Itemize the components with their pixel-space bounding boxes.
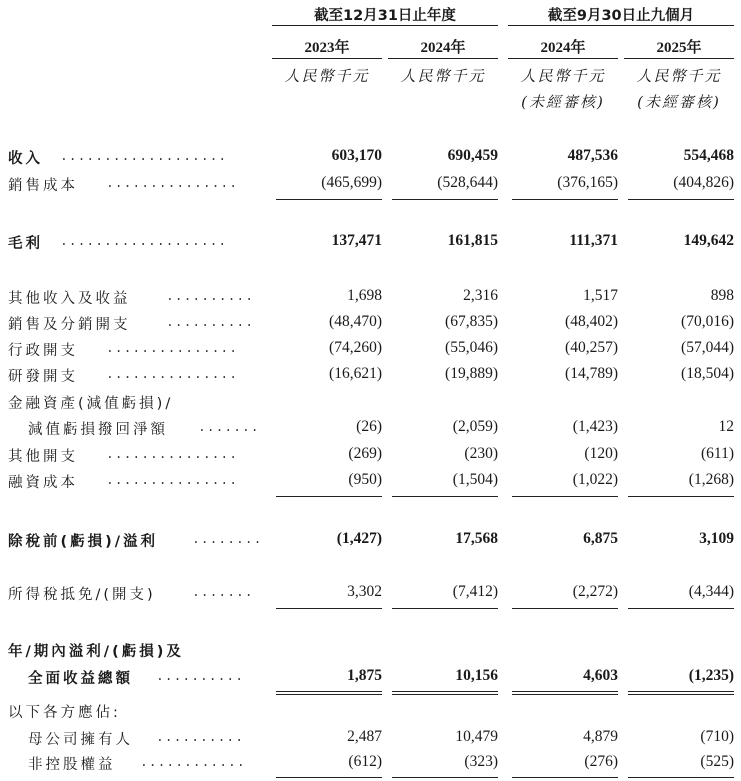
value-9m-2025: 12 [718, 418, 734, 435]
row-label: 其他開支 [8, 449, 78, 465]
row-nci [0, 753, 741, 777]
leader-dots: ....... [198, 420, 260, 435]
row-revenue [0, 147, 741, 171]
total-rule [512, 777, 618, 778]
total-rule [628, 694, 734, 695]
header-currency: 人民幣千元 [520, 67, 606, 85]
value-9m-2025: (4,344) [688, 583, 734, 600]
row-gross-profit [0, 232, 741, 256]
value-2023: 2,487 [347, 728, 382, 745]
row-pretax [0, 530, 741, 554]
header-currency: 人民幣千元 [400, 67, 486, 85]
row-finance-costs [0, 471, 741, 495]
value-2023: (1,427) [336, 530, 382, 547]
total-rule [392, 777, 498, 778]
value-9m-2025: (611) [701, 445, 734, 462]
value-9m-2024: (2,272) [572, 583, 618, 600]
value-9m-2025: (1,235) [688, 667, 734, 684]
value-2023: 137,471 [331, 232, 382, 249]
row-label: 非控股權益 [28, 757, 116, 773]
value-2024: (19,889) [445, 365, 498, 382]
subtotal-rule [512, 199, 618, 200]
value-2024: (67,835) [445, 313, 498, 330]
value-2024: (230) [464, 445, 498, 462]
leader-dots: ............... [106, 447, 239, 462]
row-label: 減值虧損撥回淨額 [28, 422, 168, 438]
leader-dots: ................... [60, 149, 228, 164]
leader-dots: ................... [60, 234, 228, 249]
header-rule [388, 58, 498, 59]
row-label: 以下各方應佔: [8, 705, 121, 721]
total-rule [276, 691, 382, 692]
row-label: 金融資產(減值虧損)/ [8, 396, 174, 412]
value-2024: 161,815 [447, 232, 498, 249]
header-rule [624, 58, 734, 59]
row-impairment-title [0, 392, 741, 416]
value-9m-2025: 898 [710, 287, 734, 304]
leader-dots: .......... [166, 289, 255, 304]
row-owners [0, 728, 741, 752]
row-label: 年/期內溢利/(虧損)及 [8, 644, 184, 660]
row-label: 母公司擁有人 [28, 732, 133, 748]
subtotal-rule [392, 496, 498, 497]
header-period-year: 截至12月31日止年度 [314, 8, 456, 24]
row-label: 毛利 [8, 236, 43, 252]
row-total-title [0, 640, 741, 664]
subtotal-rule [512, 496, 618, 497]
leader-dots: .......... [156, 669, 245, 684]
value-9m-2025: 149,642 [683, 232, 734, 249]
value-2023: (74,260) [329, 339, 382, 356]
row-admin-expenses [0, 339, 741, 363]
value-2023: (612) [348, 753, 382, 770]
header-rule [272, 25, 498, 26]
value-9m-2024: (276) [584, 753, 618, 770]
row-label: 除稅前(虧損)/溢利 [8, 534, 159, 550]
leader-dots: ............ [140, 755, 246, 770]
total-rule [628, 777, 734, 778]
value-2023: (465,699) [321, 174, 382, 191]
header-year: 2024年 [540, 40, 586, 56]
header-year: 2025年 [656, 40, 702, 56]
total-rule [276, 694, 382, 695]
value-2023: 1,698 [347, 287, 382, 304]
subtotal-rule [276, 496, 382, 497]
value-9m-2024: 4,879 [583, 728, 618, 745]
value-2024: 17,568 [455, 530, 498, 547]
row-label: 所得稅抵免/(開支) [8, 587, 156, 603]
value-2024: 2,316 [463, 287, 498, 304]
value-9m-2024: (1,022) [572, 471, 618, 488]
header-rule [508, 58, 618, 59]
value-2024: (7,412) [452, 583, 498, 600]
header-unaudited: (未經審核) [637, 93, 721, 111]
value-9m-2025: (18,504) [681, 365, 734, 382]
total-rule [628, 691, 734, 692]
row-label: 融資成本 [8, 475, 78, 491]
row-other-income [0, 287, 741, 311]
subtotal-rule [392, 199, 498, 200]
value-9m-2025: (404,826) [673, 174, 734, 191]
value-2023: 3,302 [347, 583, 382, 600]
total-rule [512, 691, 618, 692]
header-year: 2024年 [420, 40, 466, 56]
value-2023: (950) [348, 471, 382, 488]
header-currency: 人民幣千元 [636, 67, 722, 85]
row-label: 銷售及分銷開支 [8, 317, 131, 333]
value-9m-2025: (1,268) [688, 471, 734, 488]
row-cost-of-sales [0, 174, 741, 198]
value-9m-2024: 487,536 [567, 147, 618, 164]
row-rd-expenses [0, 365, 741, 389]
subtotal-rule [512, 608, 618, 609]
header-year: 2023年 [304, 40, 350, 56]
leader-dots: ............... [106, 367, 239, 382]
value-9m-2025: (57,044) [681, 339, 734, 356]
value-2024: 10,479 [455, 728, 498, 745]
value-9m-2025: (710) [700, 728, 734, 745]
row-label: 全面收益總額 [28, 671, 133, 687]
value-2024: (2,059) [452, 418, 498, 435]
value-9m-2025: 554,468 [683, 147, 734, 164]
value-9m-2025: (70,016) [681, 313, 734, 330]
value-9m-2025: 3,109 [699, 530, 734, 547]
value-9m-2024: 1,517 [583, 287, 618, 304]
value-9m-2024: (376,165) [557, 174, 618, 191]
value-2024: (528,644) [437, 174, 498, 191]
row-selling-expenses [0, 313, 741, 337]
value-9m-2024: (1,423) [572, 418, 618, 435]
leader-dots: .......... [166, 315, 255, 330]
subtotal-rule [276, 608, 382, 609]
row-label: 銷售成本 [8, 178, 78, 194]
value-9m-2024: 111,371 [569, 232, 618, 249]
row-income-tax [0, 583, 741, 607]
value-2023: 603,170 [331, 147, 382, 164]
row-impairment-net [0, 418, 741, 442]
subtotal-rule [628, 496, 734, 497]
header-rule [272, 58, 382, 59]
value-2024: 10,156 [455, 667, 498, 684]
row-attributable-title [0, 701, 741, 725]
value-2024: (55,046) [445, 339, 498, 356]
value-9m-2025: (525) [700, 753, 734, 770]
value-9m-2024: (48,402) [565, 313, 618, 330]
leader-dots: ............... [106, 176, 239, 191]
row-label: 其他收入及收益 [8, 291, 131, 307]
row-other-expenses [0, 445, 741, 469]
header-unaudited: (未經審核) [521, 93, 605, 111]
subtotal-rule [628, 199, 734, 200]
value-2023: (16,621) [329, 365, 382, 382]
value-9m-2024: 4,603 [583, 667, 618, 684]
header-rule [508, 25, 734, 26]
total-rule [392, 694, 498, 695]
value-2024: 690,459 [447, 147, 498, 164]
row-total-comprehensive [0, 667, 741, 691]
total-rule [392, 691, 498, 692]
row-label: 研發開支 [8, 369, 78, 385]
value-9m-2024: 6,875 [583, 530, 618, 547]
total-rule [512, 694, 618, 695]
subtotal-rule [628, 608, 734, 609]
value-2024: (1,504) [452, 471, 498, 488]
total-rule [276, 777, 382, 778]
leader-dots: .......... [156, 730, 245, 745]
row-label: 收入 [8, 151, 43, 167]
leader-dots: ........ [192, 532, 263, 547]
value-2023: 1,875 [347, 667, 382, 684]
subtotal-rule [392, 608, 498, 609]
value-2023: (26) [356, 418, 382, 435]
value-2023: (269) [348, 445, 382, 462]
value-9m-2024: (40,257) [565, 339, 618, 356]
leader-dots: ............... [106, 473, 239, 488]
value-2023: (48,470) [329, 313, 382, 330]
leader-dots: ....... [192, 585, 254, 600]
value-2024: (323) [464, 753, 498, 770]
value-9m-2024: (120) [584, 445, 618, 462]
subtotal-rule [276, 199, 382, 200]
header-currency: 人民幣千元 [284, 67, 370, 85]
value-9m-2024: (14,789) [565, 365, 618, 382]
header-period-nine-months: 截至9月30日止九個月 [547, 8, 695, 24]
leader-dots: ............... [106, 341, 239, 356]
row-label: 行政開支 [8, 343, 78, 359]
